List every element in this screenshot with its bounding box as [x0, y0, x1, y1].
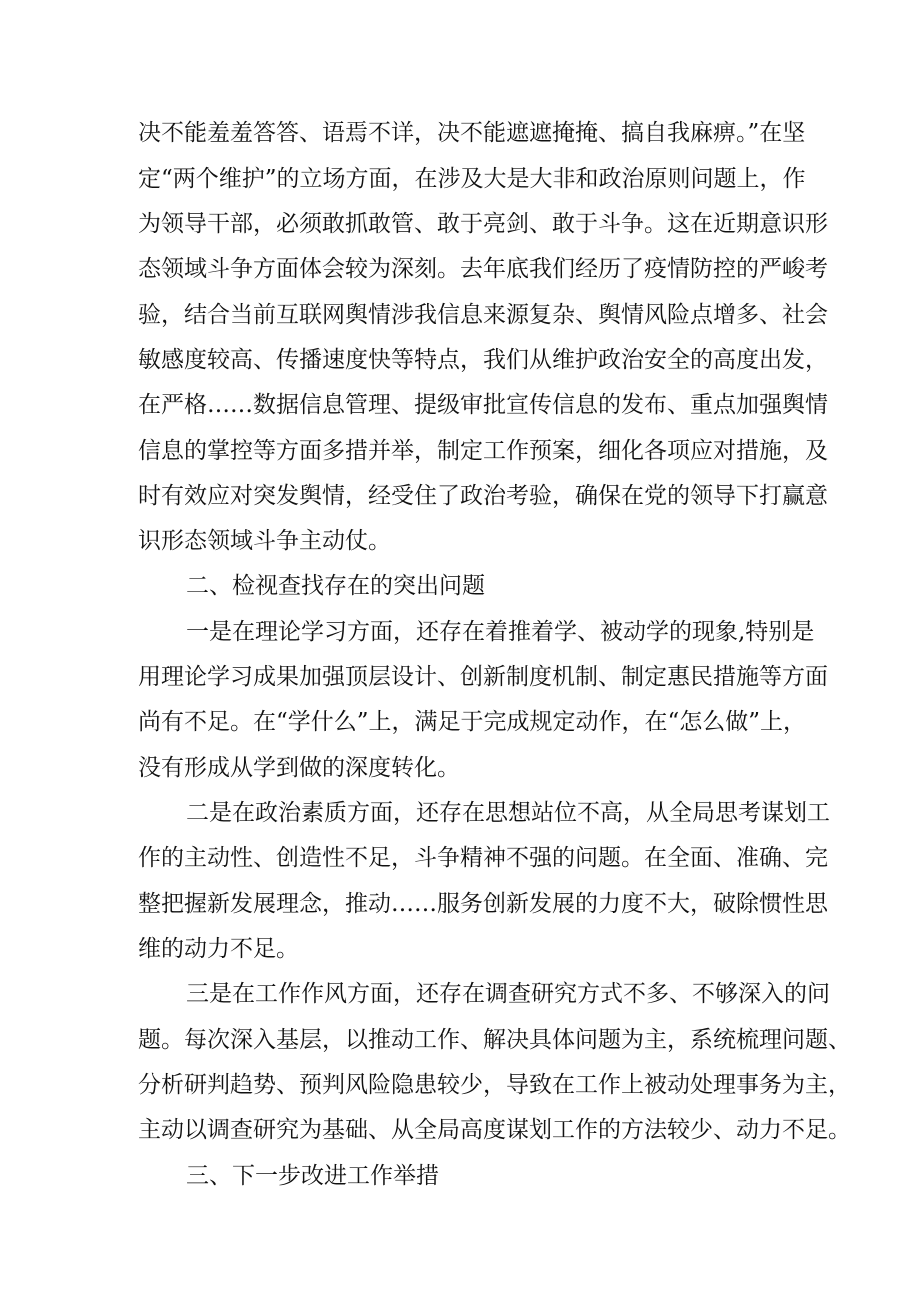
section-heading-2: 二、检视查找存在的突出问题 [186, 573, 485, 599]
paragraph-4-line-2: 题。每次深入基层，以推动工作、解决具体问题为主，系统梳理问题、 [138, 1027, 851, 1053]
paragraph-3-line-3: 整把握新发展理念，推动……服务创新发展的力度不大，破除惯性思 [138, 891, 828, 917]
paragraph-2-line-4: 没有形成从学到做的深度转化。 [138, 755, 460, 781]
paragraph-1-line-3: 为领导干部，必须敢抓敢管、敢于亮剑、敢于斗争。这在近期意识形 [138, 211, 828, 237]
paragraph-1-line-8: 信息的掌控等方面多措并举，制定工作预案，细化各项应对措施，及 [138, 438, 828, 464]
section-heading-3: 三、下一步改进工作举措 [186, 1163, 439, 1189]
paragraph-1-line-7: 在严格……数据信息管理、提级审批宣传信息的发布、重点加强舆情 [138, 392, 828, 418]
paragraph-3-line-4: 维的动力不足。 [138, 936, 299, 962]
paragraph-3-line-2: 作的主动性、创造性不足，斗争精神不强的问题。在全面、准确、完 [138, 845, 828, 871]
paragraph-1-line-2: 定“两个维护”的立场方面，在涉及大是大非和政治原则问题上，作 [138, 166, 806, 192]
paragraph-4-line-1: 三是在工作作风方面，还存在调查研究方式不多、不够深入的问 [186, 981, 830, 1007]
paragraph-4-line-4: 主动以调查研究为基础、从全局高度谋划工作的方法较少、动力不足。 [138, 1117, 851, 1143]
paragraph-1-line-10: 识形态领域斗争主动仗。 [138, 528, 391, 554]
paragraph-1-line-1: 决不能羞羞答答、语焉不详，决不能遮遮掩掩、搞自我麻痹。”在坚 [138, 120, 806, 146]
paragraph-4-line-3: 分析研判趋势、预判风险隐患较少，导致在工作上被动处理事务为主， [138, 1072, 851, 1098]
paragraph-1-line-4: 态领域斗争方面体会较为深刻。去年底我们经历了疫情防控的严峻考 [138, 256, 828, 282]
paragraph-2-line-3: 尚有不足。在“学什么”上，满足于完成规定动作，在“怎么做”上， [138, 709, 807, 735]
paragraph-2-line-2: 用理论学习成果加强顶层设计、创新制度机制、制定惠民措施等方面 [138, 664, 828, 690]
paragraph-1-line-9: 时有效应对突发舆情，经受住了政治考验，确保在党的领导下打赢意 [138, 483, 828, 509]
paragraph-2-line-1: 一是在理论学习方面，还存在着推着学、被动学的现象,特别是 [186, 619, 815, 645]
paragraph-1-line-6: 敏感度较高、传播速度快等特点，我们从维护政治安全的高度出发， [138, 347, 828, 373]
paragraph-3-line-1: 二是在政治素质方面，还存在思想站位不高，从全局思考谋划工 [186, 800, 830, 826]
paragraph-1-line-5: 验，结合当前互联网舆情涉我信息来源复杂、舆情风险点增多、社会 [138, 302, 828, 328]
